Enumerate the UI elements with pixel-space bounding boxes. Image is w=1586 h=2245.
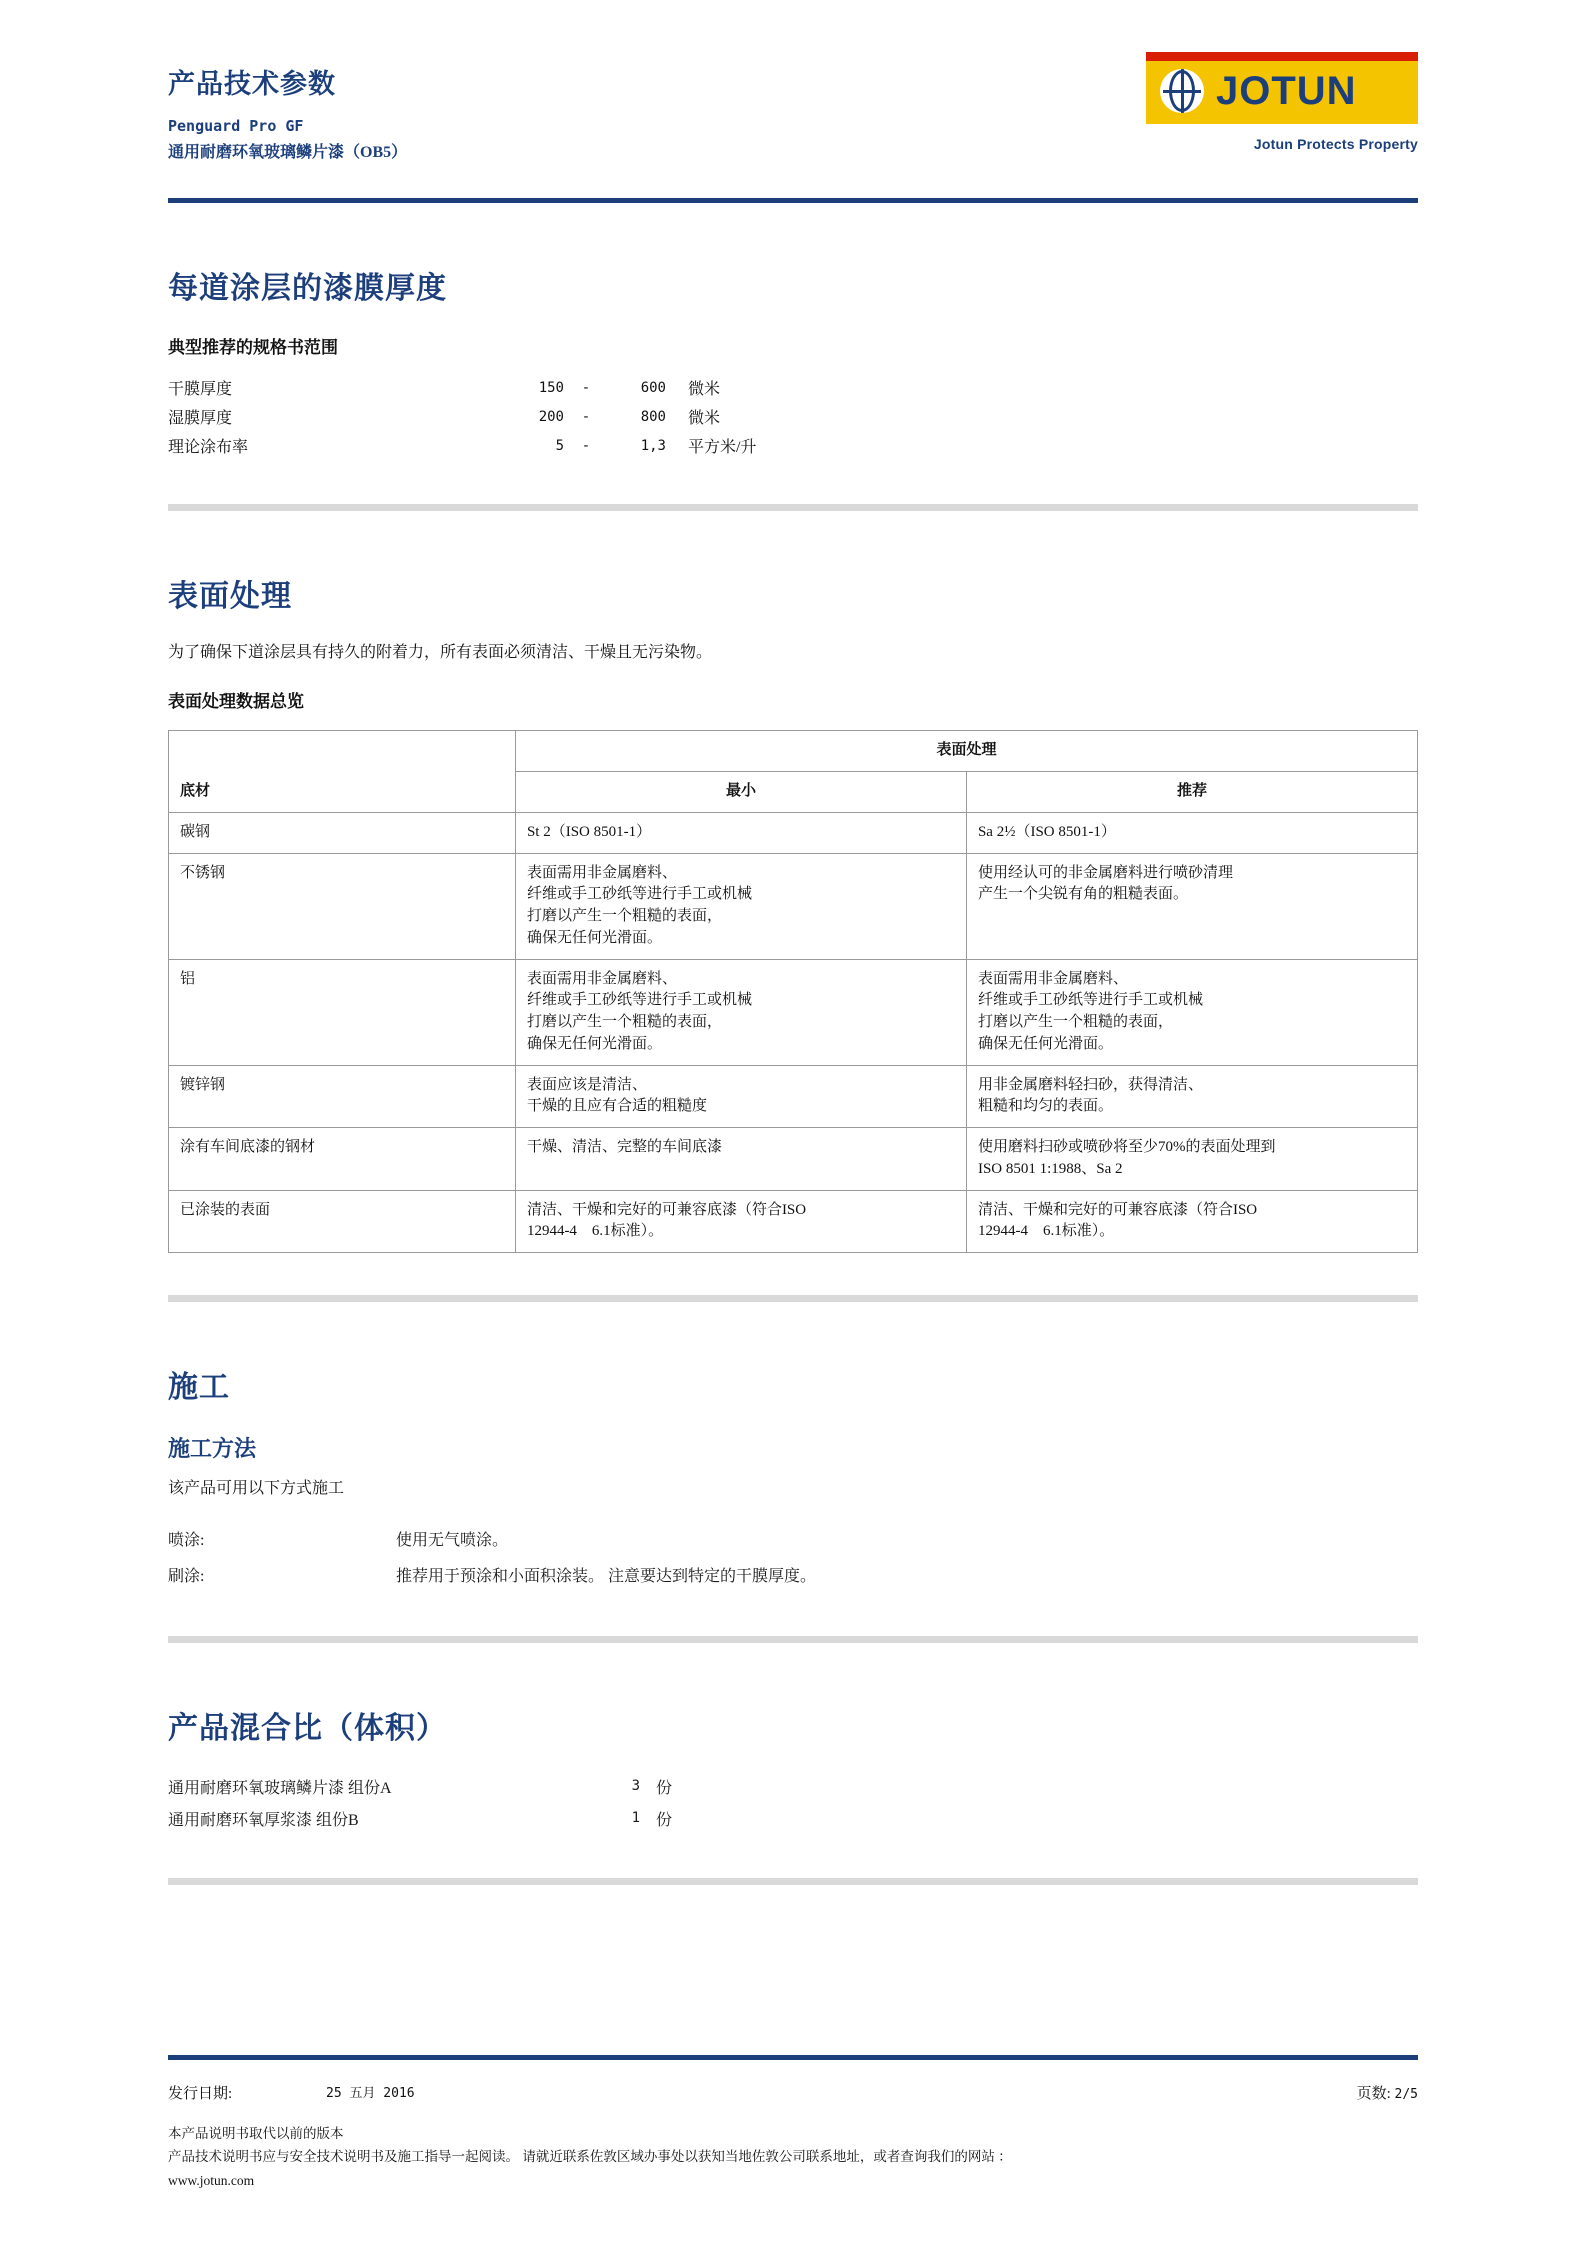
subtitle-application-method: 施工方法	[168, 1436, 257, 1462]
globe-icon	[1160, 69, 1204, 113]
mixing-unit: 份	[656, 1811, 673, 1829]
spec-dash: -	[581, 380, 591, 396]
logo-red-bar	[1146, 52, 1418, 61]
page-number-label: 页数:	[1356, 2086, 1391, 2103]
logo-box	[1146, 52, 1418, 124]
subtitle-surface-overview: 表面处理数据总览	[168, 692, 304, 712]
page-footer	[168, 2055, 1418, 2193]
cell-substrate: 不锈钢	[169, 853, 516, 959]
table-header-minimum: 最小	[515, 772, 966, 813]
spec-unit: 微米	[688, 409, 721, 427]
application-row	[168, 1559, 1418, 1595]
section-surface-preparation	[168, 571, 1418, 1302]
section-application	[168, 1362, 1418, 1643]
section-divider	[168, 504, 1418, 511]
cell-substrate: 涂有车间底漆的钢材	[169, 1128, 516, 1191]
spec-dash: -	[581, 437, 591, 454]
table-row	[169, 1065, 1418, 1128]
section-title-film-thickness: 每道涂层的漆膜厚度	[168, 272, 447, 305]
cell-minimum: 表面需用非金属磨料、 纤维或手工砂纸等进行手工或机械 打磨以产生一个粗糙的表面， 确保无任何光滑面。	[515, 853, 966, 959]
spec-max: 1,3	[640, 437, 666, 454]
footer-top-row	[168, 2082, 1418, 2103]
spec-label: 湿膜厚度	[168, 409, 233, 427]
spec-row	[168, 405, 1418, 434]
logo-wordmark: JOTUN	[1216, 68, 1357, 113]
cell-minimum: 干燥、清洁、完整的车间底漆	[515, 1128, 966, 1191]
spec-row	[168, 434, 1418, 463]
footer-website: www.jotun.com	[168, 2172, 255, 2188]
section-title-application: 施工	[168, 1371, 230, 1405]
cell-substrate: 碳钢	[169, 812, 516, 853]
cell-recommended: Sa 2½（ISO 8501-1）	[966, 812, 1417, 853]
mixing-quantity: 1	[631, 1809, 640, 1826]
spec-max: 800	[640, 408, 666, 425]
cell-minimum: St 2（ISO 8501-1）	[515, 812, 966, 853]
mixing-row	[168, 1773, 1418, 1804]
application-row	[168, 1523, 1418, 1559]
section-title-mixing: 产品混合比（体积）	[168, 1712, 447, 1746]
cell-recommended: 用非金属磨料轻扫砂，获得清洁、 粗糙和均匀的表面。	[966, 1065, 1417, 1128]
page-number	[1357, 2082, 1418, 2103]
table-row	[169, 853, 1418, 959]
product-code: Penguard Pro GF	[168, 117, 304, 135]
cell-recommended: 使用磨料扫砂或喷砂将至少70%的表面处理到 ISO 8501 1:1988、Sa 2	[966, 1128, 1417, 1191]
spec-row	[168, 376, 1418, 405]
cell-substrate: 铝	[169, 959, 516, 1065]
application-intro-text: 该产品可用以下方式施工	[168, 1480, 345, 1498]
page-title: 产品技术参数	[168, 69, 336, 99]
spec-label: 干膜厚度	[168, 381, 233, 398]
cell-recommended: 使用经认可的非金属磨料进行喷砂清理 产生一个尖锐有角的粗糙表面。	[966, 853, 1417, 959]
spec-min: 200	[538, 408, 564, 425]
table-row	[169, 1128, 1418, 1191]
section-divider	[168, 1295, 1418, 1302]
spec-min: 5	[555, 437, 564, 454]
cell-minimum: 清洁、干燥和完好的可兼容底漆（符合ISO 12944-4 6.1标准）。	[515, 1190, 966, 1253]
mixing-row	[168, 1805, 1418, 1836]
table-subheader-row	[169, 772, 1418, 813]
application-value: 推荐用于预涂和小面积涂装。 注意要达到特定的干膜厚度。	[396, 1567, 817, 1585]
header-divider	[168, 198, 1418, 203]
cell-minimum: 表面需用非金属磨料、 纤维或手工砂纸等进行手工或机械 打磨以产生一个粗糙的表面， 确保无任何光滑面。	[515, 959, 966, 1065]
footer-note-line-1: 本产品说明书取代以前的版本	[168, 2126, 344, 2142]
application-value: 使用无气喷涂。	[396, 1532, 509, 1550]
cell-recommended: 表面需用非金属磨料、 纤维或手工砂纸等进行手工或机械 打磨以产生一个粗糙的表面， 确保无任何光滑面。	[966, 959, 1417, 1065]
cell-substrate: 已涂装的表面	[169, 1190, 516, 1253]
logo-tagline: Jotun Protects Property	[1253, 136, 1418, 152]
page-header	[168, 0, 1418, 162]
footer-note-line-2: 产品技术说明书应与安全技术说明书及施工指导一起阅读。 请就近联系佐敦区域办事处以获知当地佐敦公司联系地址，或者查询我们的网站 ：	[168, 2149, 1012, 2165]
spec-unit: 微米	[688, 381, 721, 398]
table-header-substrate: 底材	[169, 772, 516, 813]
issue-date-block	[168, 2082, 415, 2103]
spec-max: 600	[640, 380, 666, 396]
issue-date-value: 25 五月 2016	[326, 2086, 415, 2102]
table-row	[169, 959, 1418, 1065]
surface-preparation-table	[168, 730, 1418, 1253]
section-film-thickness	[168, 263, 1418, 511]
table-row	[169, 812, 1418, 853]
application-label: 刷涂:	[168, 1567, 205, 1585]
surface-intro-text: 为了确保下道涂层具有持久的附着力，所有表面必须清洁、干燥且无污染物。	[168, 644, 713, 662]
mixing-quantity: 3	[631, 1778, 640, 1795]
cell-recommended: 清洁、干燥和完好的可兼容底漆（符合ISO 12944-4 6.1标准）。	[966, 1190, 1417, 1253]
footer-divider	[168, 2055, 1418, 2060]
table-group-header: 表面处理	[515, 731, 1417, 772]
application-label: 喷涂:	[168, 1532, 205, 1550]
section-divider	[168, 1878, 1418, 1885]
page-number-value: 2/5	[1394, 2087, 1418, 2103]
issue-date-label: 发行日期:	[168, 2086, 233, 2103]
spec-label: 理论涂布率	[168, 438, 249, 456]
table-header-row	[169, 731, 1418, 772]
mixing-component-name: 通用耐磨环氧玻璃鳞片漆 组份A	[168, 1780, 392, 1798]
section-mixing-ratio	[168, 1703, 1418, 1884]
jotun-logo	[1146, 52, 1418, 152]
table-header-recommended: 推荐	[966, 772, 1417, 813]
mixing-component-name: 通用耐磨环氧厚浆漆 组份B	[168, 1811, 359, 1829]
cell-substrate: 镀锌钢	[169, 1065, 516, 1128]
table-header-blank	[169, 731, 516, 772]
footer-note	[168, 2123, 1418, 2192]
spec-unit: 平方米/升	[688, 438, 757, 456]
header-title-block	[168, 52, 407, 162]
cell-minimum: 表面应该是清洁、 干燥的且应有合适的粗糙度	[515, 1065, 966, 1128]
subtitle-typical-range: 典型推荐的规格书范围	[168, 338, 338, 357]
mixing-unit: 份	[656, 1780, 673, 1798]
section-divider	[168, 1636, 1418, 1643]
product-name: 通用耐磨环氧玻璃鳞片漆（OB5）	[168, 144, 408, 161]
section-title-surface: 表面处理	[168, 580, 292, 614]
spec-min: 150	[538, 380, 564, 396]
table-row	[169, 1190, 1418, 1253]
spec-dash: -	[581, 408, 591, 425]
